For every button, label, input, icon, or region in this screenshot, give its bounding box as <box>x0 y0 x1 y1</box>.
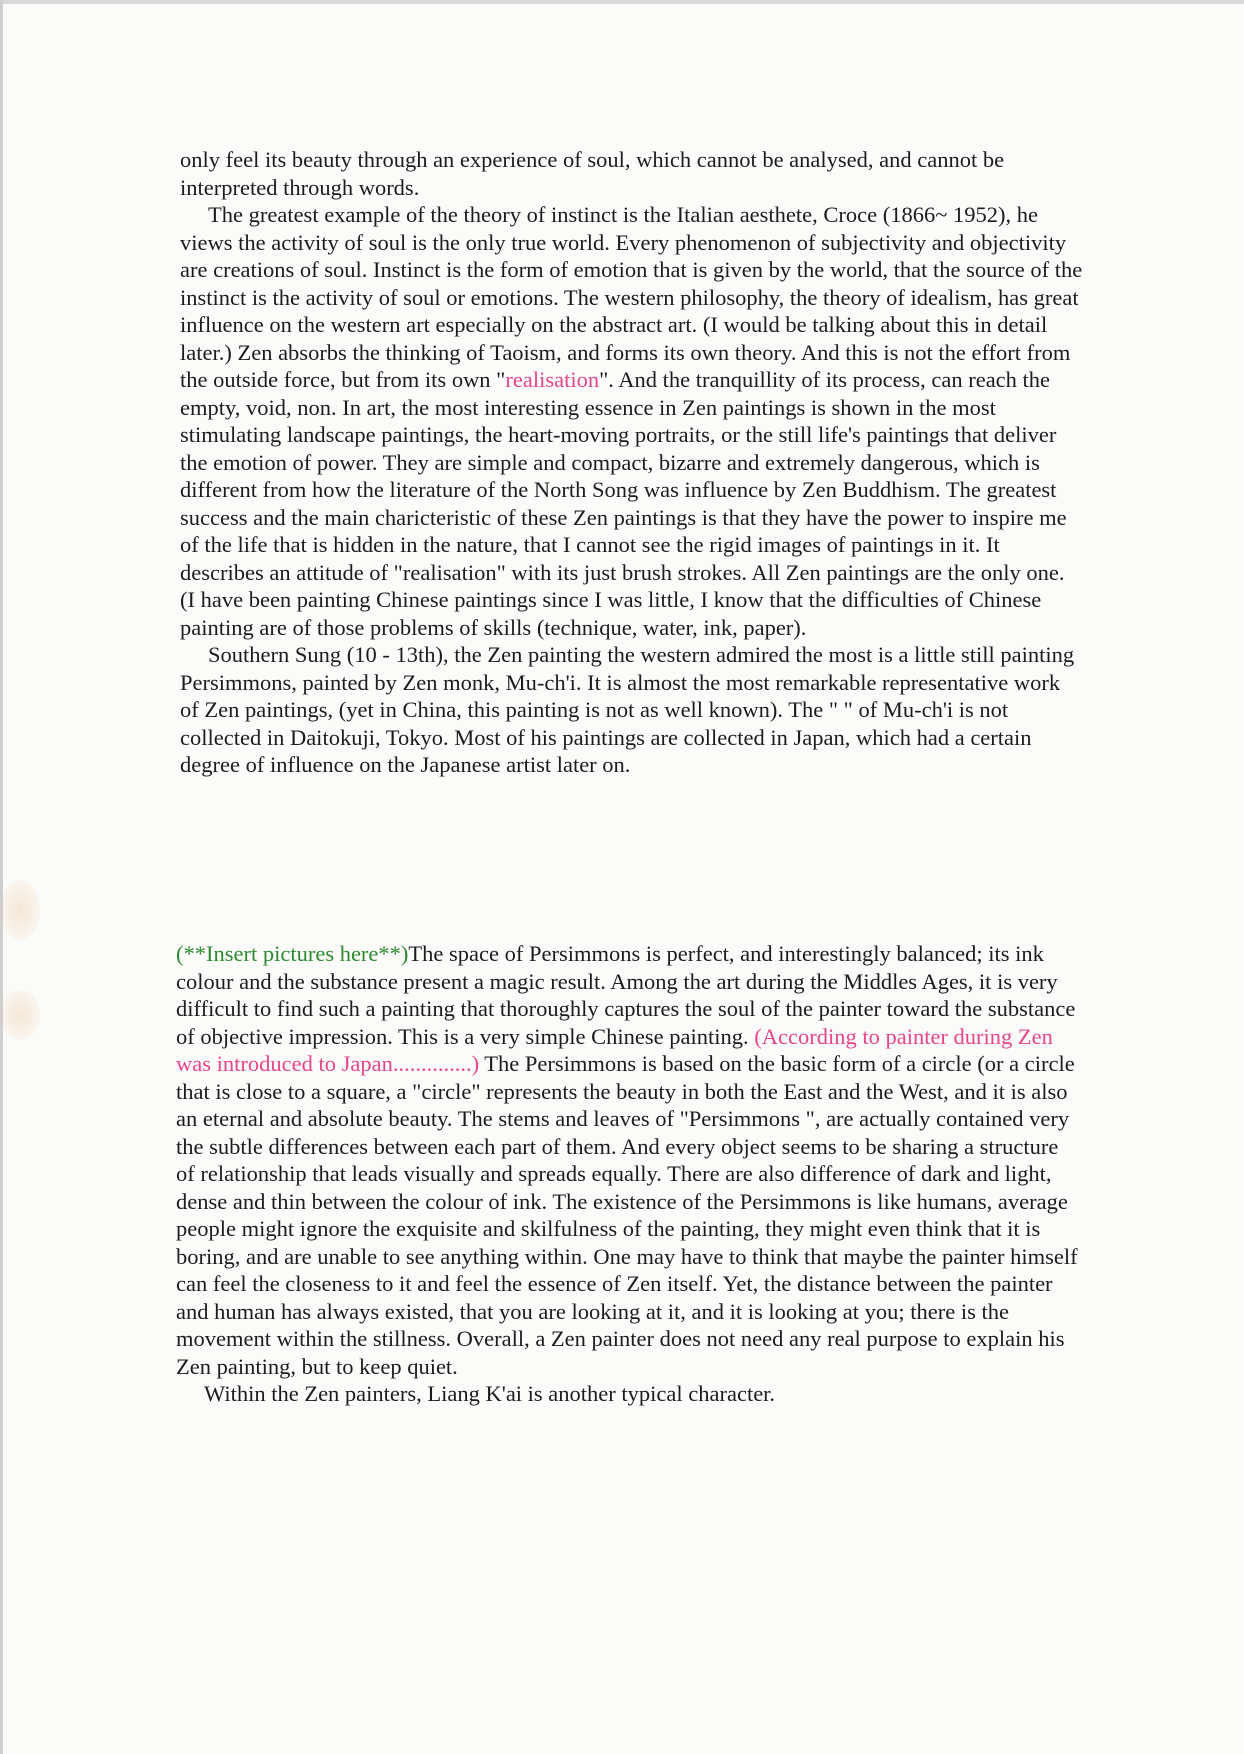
paragraph-2 <box>180 201 1084 641</box>
paragraph-2-text-b: ". And the tranquillity of its process, can reach the empty, void, non. In art, the most interesting essence in Zen paintings is shown in the most stimulating landscape paintings, the heart-moving portraits, or the still life's paintings that deliver the emotion of power. They are simple and compact, bizarre and extremely dangerous, which is different from how the literature of the North Song was influence by Zen Buddhism. The greatest success and the main charicteristic of these Zen paintings is that they have the power to inspire me of the life that is hidden in the nature, that I cannot see the rigid images of paintings in it. It describes an attitude of "realisation" with its just brush strokes. All Zen paintings are the only one. (I have been painting Chinese paintings since I was little, I know that the difficulties of Chinese painting are of those problems of skills (technique, water, ink, paper). <box>180 367 1067 640</box>
paragraph-3: Southern Sung (10 - 13th), the Zen painting the western admired the most is a little still painting Persimmons, painted by Zen monk, Mu-ch'i. It is almost the most remarkable representative work of Zen paintings, (yet in China, this painting is not as well known). The " " of Mu-ch'i is not collected in Daitokuji, Tokyo. Most of his paintings are collected in Japan, which had a certain degree of influence on the Japanese artist later on. <box>180 642 1075 777</box>
realisation-highlight: realisation <box>505 367 600 392</box>
paragraph-4-text-a: The space of Persimmons is perfect, and interestingly balanced; its ink colour and the substance present a magic result. Among the art during the Middles Ages, it is very difficult to find such a painting that thoroughly captures the soul of the painter toward the substance of objective impression. This is a very simple Chinese painting. <box>176 941 1076 1049</box>
paragraph-1: only feel its beauty through an experience of soul, which cannot be analysed, and cannot be interpreted through words. <box>180 147 1005 200</box>
page-top-edge <box>0 0 1244 4</box>
paragraph-5: Within the Zen painters, Liang K'ai is another typical character. <box>204 1381 776 1406</box>
paragraph-4-text-b: The Persimmons is based on the basic form of a circle (or a circle that is close to a square, a "circle" represents the beauty in both the East and the West, and it is also an eternal and absolute beauty. The stems and leaves of "Persimmons ", are actually contained very the subtle differences between each part of them. And every object seems to be sharing a structure of relationship that leads visually and spreads equally. There are also difference of dark and light, dense and thin between the colour of ink. The existence of the Persimmons is like humans, average people might ignore the exquisite and skilfulness of the painting, they might even think that it is boring, and are unable to see anything within. One may have to think that maybe the painter himself can feel the closeness to it and feel the essence of Zen itself. Yet, the distance between the painter and human has always existed, that you are looking at it, and it is looking at you; there is the movement within the stillness. Overall, a Zen painter does not need any real purpose to explain his Zen painting, but to keep quiet. <box>176 1051 1078 1379</box>
paragraph-4 <box>176 940 1080 1380</box>
insert-pictures-note: (**Insert pictures here**) <box>176 941 409 966</box>
japan-note-highlight: (According to painter during Zen was introduced to Japan..............) <box>176 1023 1053 1076</box>
paragraph-2-text-a: The greatest example of the theory of instinct is the Italian aesthete, Croce (1866~ 1952), he views the activity of soul is the only true world. Every phenomenon of subjectivity and objectivity are creations of soul. Instinct is the form of emotion that is given by the world, that the source of the instinct is the activity of soul or emotions. The western philosophy, the theory of idealism, has great influence on the western art especially on the abstract art. (I would be talking about this in detail later.) Zen absorbs the thinking of Taoism, and forms its own theory. And this is not the effort from the outside force, but from its own " <box>180 202 1083 392</box>
paper-stain <box>0 880 40 940</box>
text-section-1 <box>180 146 1084 779</box>
text-section-2 <box>176 940 1080 1408</box>
page-left-edge <box>0 0 3 1754</box>
paper-stain <box>0 990 40 1040</box>
